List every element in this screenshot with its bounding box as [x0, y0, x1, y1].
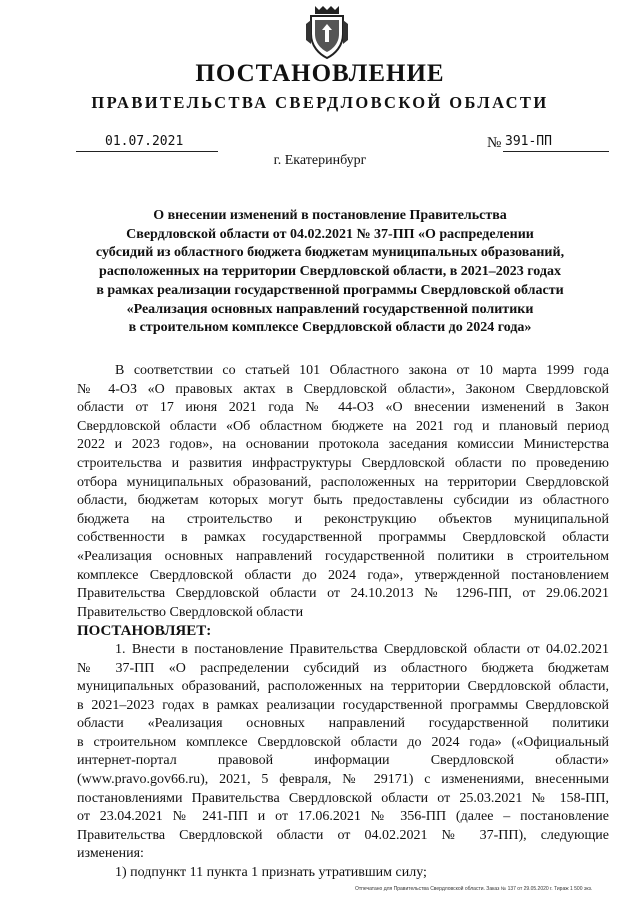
body-line: Свердловской области «Об областном бюджете на 2021 год и плановый период — [77, 418, 609, 434]
item-line: изменения: — [77, 846, 144, 862]
body-line: В соответствии со статьей 101 Областного закона от 10 марта 1999 года — [115, 363, 609, 378]
coat-of-arms-icon — [305, 4, 349, 60]
print-footer: Отпечатано для Правительства Свердловской области. Заказ № 137 от 29.05.2020 г. Тираж 1 500 экз. — [355, 886, 593, 892]
document-body — [77, 362, 609, 883]
resolves-heading: ПОСТАНОВЛЯЕТ: — [77, 623, 212, 640]
document-number: 391-ПП — [505, 134, 552, 149]
heading-line: субсидий из областного бюджета бюджетам муниципальных образований, — [95, 245, 565, 261]
item-line: области «Реализация основных направлений государственной политики — [77, 716, 609, 732]
item-line: 1. Внести в постановление Правительства Свердловской области от 04.02.2021 — [115, 641, 609, 657]
body-line: бюджета на строительство и реконструкцию объектов муниципальной — [77, 511, 609, 527]
heading-line: расположенных на территории Свердловской области, в 2021–2023 годах — [99, 264, 561, 280]
item-line: интернет-портал правовой информации Свердловской области» — [77, 753, 609, 769]
heading-line: О внесении изменений в постановление Правительства — [153, 208, 507, 223]
document-title: ПОСТАНОВЛЕНИЕ — [195, 60, 445, 87]
document-subtitle: ПРАВИТЕЛЬСТВА СВЕРДЛОВСКОЙ ОБЛАСТИ — [91, 93, 549, 112]
body-line: «Реализация основных направлений государственной политики в строительном — [77, 548, 609, 564]
heading-line: в рамках реализации государственной программы Свердловской области — [96, 282, 564, 298]
item-line: муниципальных образований, расположенных на территории Свердловской области, — [77, 679, 609, 695]
heading-line: «Реализация основных направлений государственной политики — [126, 301, 534, 317]
body-line: Правительства Свердловской области от 24.10.2013 № 1296-ПП, от 29.06.2021 — [77, 586, 609, 602]
item-line: (www.pravo.gov66.ru), 2021, 5 февраля, № 29171) с изменениями, внесенными — [77, 772, 609, 788]
item-line: в 2021–2023 годах в рамках реализации государственной программы Свердловской — [77, 697, 609, 713]
body-line: собственности в рамках государственной программы Свердловской области — [77, 530, 609, 546]
item-line: в строительном комплексе Свердловской области до 2024 года» («Официальный — [77, 734, 609, 750]
body-line: Правительство Свердловской области — [77, 604, 304, 620]
body-line: отбора муниципальных образований, расположенных на территории Свердловской — [77, 474, 609, 490]
body-line: области, бюджетам которых могут быть предоставлены субсидии из областного — [77, 493, 609, 509]
heading-line: в строительном комплексе Свердловской области до 2024 года» — [128, 320, 532, 336]
document-city: г. Екатеринбург — [273, 153, 367, 168]
subitem-line: 1) подпункт 11 пункта 1 признать утратившим силу; — [115, 865, 427, 881]
item-line: постановлениями Правительства Свердловской области от 25.03.2021 № 158-ПП, — [77, 790, 609, 806]
document-heading — [70, 207, 590, 338]
body-line: 2022 и 2023 годов», на основании протокола заседания комиссии Министерства — [77, 437, 609, 453]
heading-line: Свердловской области от 04.02.2021 № 37-ПП «О распределении — [126, 226, 534, 242]
document-date: 01.07.2021 — [105, 134, 184, 149]
body-line: строительства и развития инфраструктуры Свердловской области по проведению — [77, 455, 609, 471]
number-label: № — [487, 135, 502, 151]
body-line: № 4-ОЗ «О правовых актах в Свердловской области», Законом Свердловской — [77, 381, 609, 397]
number-underline — [503, 151, 609, 152]
item-line: Правительства Свердловской области от 04.02.2021 № 37-ПП), следующие — [77, 827, 609, 843]
date-underline — [76, 151, 218, 152]
body-line: комплексе Свердловской области до 2024 года», утвержденной постановлением — [77, 567, 609, 583]
body-line: области от 17 июня 2021 года № 44-ОЗ «О внесении изменений в Закон — [77, 400, 609, 416]
item-line: от 23.04.2021 № 241-ПП и от 17.06.2021 № 356-ПП (далее – постановление — [77, 809, 609, 825]
item-line: № 37-ПП «О распределении субсидий из областного бюджета бюджетам — [77, 660, 609, 676]
